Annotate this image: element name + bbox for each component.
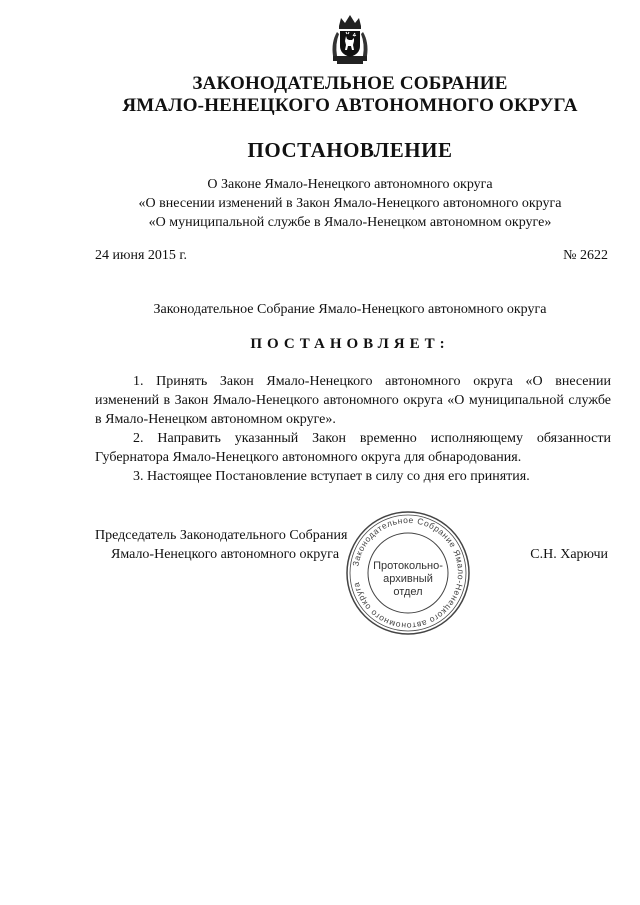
stamp-center-text xyxy=(344,560,472,599)
subject-line1: О Законе Ямало-Ненецкого автономного округа xyxy=(207,177,493,192)
signatory-name: С.Н. Харючи xyxy=(530,547,608,562)
intro-text: Законодательное Собрание Ямало-Ненецкого автономного округа xyxy=(153,302,547,317)
organization-title-line2: ЯМАЛО-НЕНЕЦКОГО АВТОНОМНОГО ОКРУГА xyxy=(122,95,578,116)
stamp-center-line1: Протокольно- xyxy=(373,560,443,572)
resolution-item-2: 2. Направить указанный Закон временно исполняющему обязанности Губернатора Ямало-Ненецкого автономного округа для обнародования. xyxy=(95,431,611,465)
organization-title-line1: ЗАКОНОДАТЕЛЬНОЕ СОБРАНИЕ xyxy=(192,73,508,94)
subject-line3: «О муниципальной службе в Ямало-Ненецком автономном округе» xyxy=(148,215,552,230)
stamp-center-line2: архивный xyxy=(383,573,433,585)
resolves-heading: ПОСТАНОВЛЯЕТ: xyxy=(250,336,450,352)
document-date: 24 июня 2015 г. xyxy=(95,248,188,263)
subject-line2: «О внесении изменений в Закон Ямало-Ненецкого автономного округа xyxy=(138,196,562,211)
signatory-title-line2: Ямало-Ненецкого автономного округа xyxy=(111,547,340,562)
coat-of-arms-icon xyxy=(329,12,371,66)
signatory-title-line1: Председатель Законодательного Собрания xyxy=(95,528,348,543)
resolution-item-3: 3. Настоящее Постановление вступает в силу со дня его принятия. xyxy=(133,469,530,484)
document-number: № 2622 xyxy=(563,248,608,263)
resolution-items xyxy=(95,372,611,486)
stamp-center-line3: отдел xyxy=(393,586,423,598)
stamp-ring-text: Законодательное Собрание Ямало-Ненецкого автономного округа xyxy=(350,514,467,632)
resolution-item-1: 1. Принять Закон Ямало-Ненецкого автономного округа «О внесении изменений в Закон Ямало-Ненецкого автономного округа «О муниципальной службе в Ямало-Ненецком автономном округе». xyxy=(95,374,611,427)
document-type: ПОСТАНОВЛЕНИЕ xyxy=(247,138,453,162)
